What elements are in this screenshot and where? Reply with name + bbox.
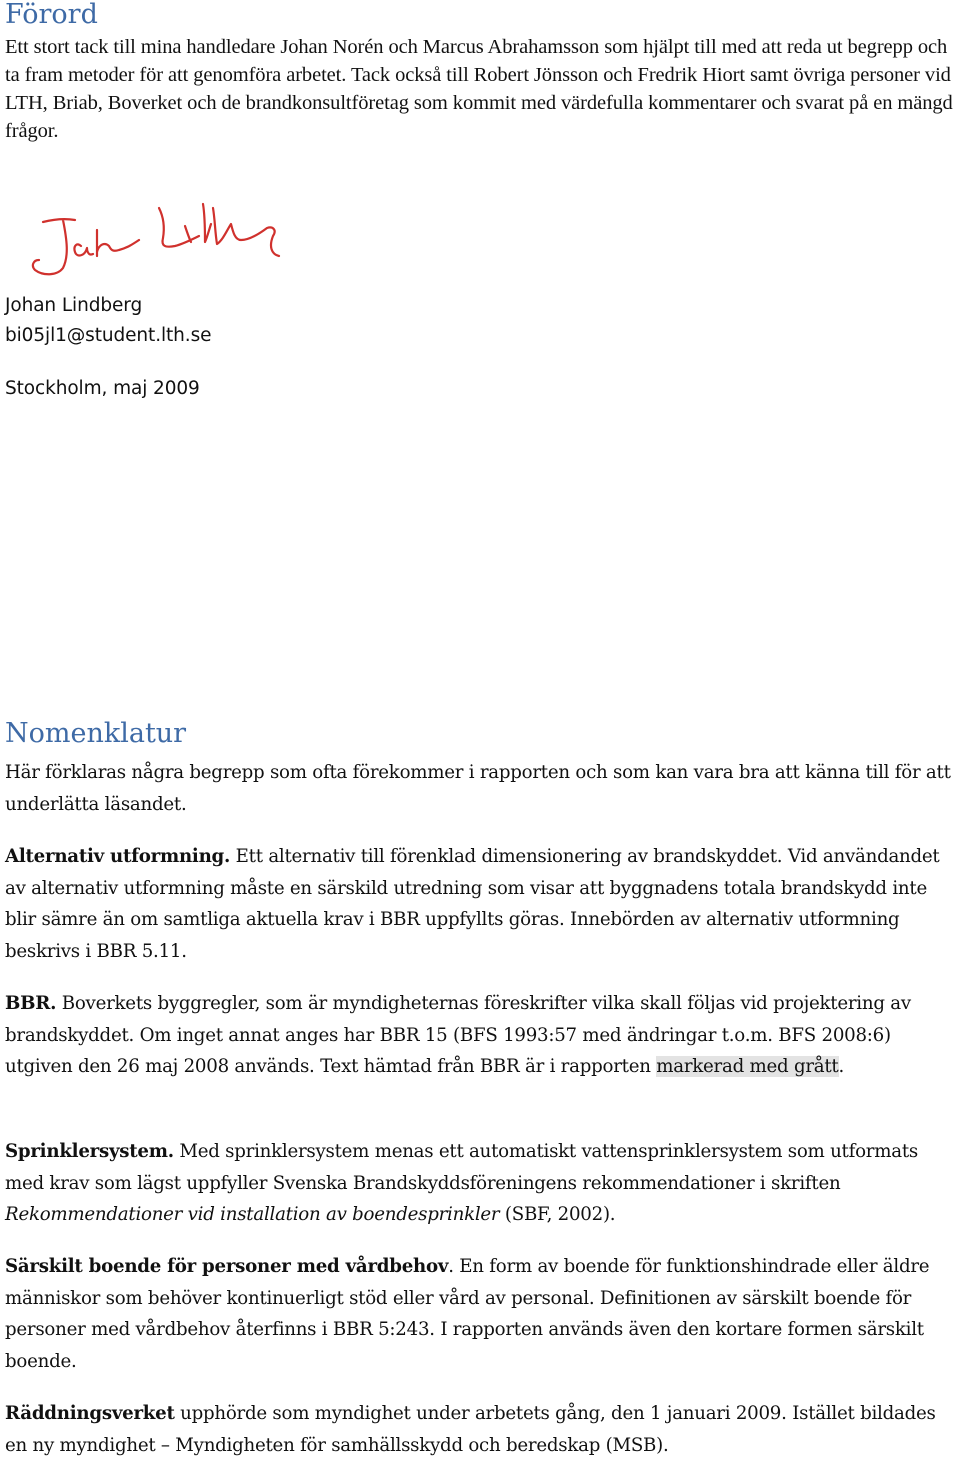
term-label: Sprinklersystem. xyxy=(5,1141,174,1162)
gray-marked-text: markerad med grått xyxy=(656,1056,839,1078)
nomenclature-intro: Här förklaras några begrepp som ofta förekommer i rapporten och som kan vara bra att känna till för att underlätta läsandet. xyxy=(5,762,951,815)
handwritten-signature xyxy=(27,196,282,282)
term-definition: Ett alternativ till förenklad dimensionering av brandskyddet. Vid användandet av alternativ utformning måste en särskild utredning som visar att byggnadens totala brandskydd inte blir sämre än om samtliga aktuella krav i BBR uppfyllts göras. Innebörden av alternativ utformning beskrivs i BBR 5.11. xyxy=(5,846,940,962)
term-definition-end: . xyxy=(838,1056,845,1078)
term-definition: Med sprinklersystem menas ett automatiskt vattensprinklersystem som utformats med krav som lägst uppfyller Svenska Brandskyddsföreningens rekommendationer i skriften xyxy=(5,1141,918,1194)
place-and-date: Stockholm, maj 2009 xyxy=(5,378,200,399)
term-definition: upphörde som myndighet under arbetets gång, den 1 januari 2009. Istället bildades en ny myndighet – Myndigheten för samhällsskydd och beredskap (MSB). xyxy=(5,1403,936,1456)
author-email: bi05jl1@student.lth.se xyxy=(5,325,212,346)
publication-title: Rekommendationer vid installation av boendesprinkler xyxy=(5,1204,500,1226)
term-definition: Boverkets byggregler, som är myndigheternas föreskrifter vilka skall följas vid projektering av brandskyddet. Om inget annat anges har BBR 15 (BFS 1993:57 med ändringar t.o.m. BFS 2008:6) utgiven den 26 maj 2008 används. Text hämtad från BBR är i rapporten xyxy=(5,993,911,1078)
term-entry-bbr xyxy=(5,988,955,1083)
term-definition-end: (SBF, 2002). xyxy=(499,1204,616,1226)
term-entry-raddningsverket xyxy=(5,1398,955,1461)
term-entry-sprinklersystem xyxy=(5,1136,960,1231)
term-label: Räddningsverket xyxy=(5,1403,175,1424)
nomenclature-heading: Nomenklatur xyxy=(5,718,187,749)
term-label: Särskilt boende för personer med vårdbehov xyxy=(5,1256,449,1277)
term-label: BBR. xyxy=(5,993,57,1014)
author-name: Johan Lindberg xyxy=(5,295,143,316)
term-entry-sarskilt-boende xyxy=(5,1251,960,1377)
term-entry-alternativ-utformning xyxy=(5,841,955,967)
preface-paragraph: Ett stort tack till mina handledare Johan Norén och Marcus Abrahamsson som hjälpt till med att reda ut begrepp och ta fram metoder för att genomföra arbetet. Tack också till Robert Jönsson och Fredrik Hiort samt övriga personer vid LTH, Briab, Boverket och de brandkonsultföretag som kommit med värdefulla kommentarer och svarat på en mängd frågor. xyxy=(5,36,953,142)
term-definition: . En form av boende för funktionshindrade eller äldre människor som behöver kontinuerligt stöd eller vård av personal. Definitionen av särskilt boende för personer med vårdbehov återfinns i BBR 5:243. I rapporten används även den kortare formen särskilt boende. xyxy=(5,1256,930,1372)
term-label: Alternativ utformning. xyxy=(5,846,231,867)
preface-heading: Förord xyxy=(5,0,98,30)
